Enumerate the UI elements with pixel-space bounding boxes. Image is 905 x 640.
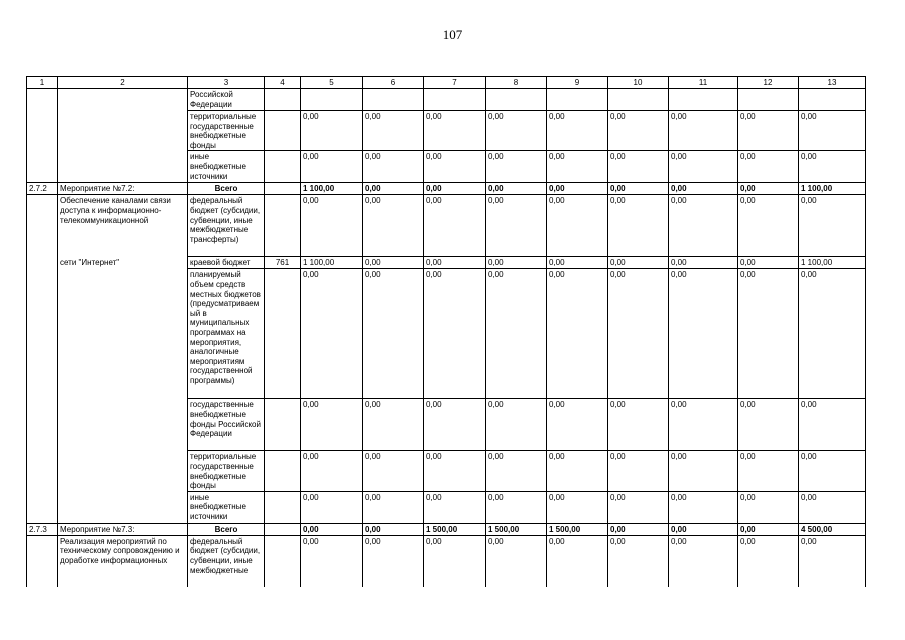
column-header: 8 — [486, 77, 547, 89]
table-row — [27, 399, 866, 451]
measure-name-cell — [58, 151, 188, 183]
budget-table — [26, 76, 866, 587]
value-cell: 0,00 — [669, 151, 738, 183]
value-cell: 1 100,00 — [799, 257, 866, 269]
value-cell: 0,00 — [547, 535, 608, 587]
value-cell: 0,00 — [738, 111, 799, 151]
value-cell: 0,00 — [301, 111, 363, 151]
value-cell: 0,00 — [547, 491, 608, 523]
value-cell: 0,00 — [424, 183, 486, 195]
value-cell: 0,00 — [363, 183, 424, 195]
table-row — [27, 151, 866, 183]
column-header-row — [27, 77, 866, 89]
value-cell: 0,00 — [547, 151, 608, 183]
value-cell: 0,00 — [301, 451, 363, 491]
value-cell: 1 100,00 — [301, 257, 363, 269]
value-cell: 0,00 — [669, 491, 738, 523]
value-cell — [547, 89, 608, 111]
measure-name-cell: Мероприятие №7.2: — [58, 183, 188, 195]
row-id-cell: 2.7.2 — [27, 183, 58, 195]
row-id-cell — [27, 257, 58, 269]
column-header: 11 — [669, 77, 738, 89]
value-cell: 0,00 — [608, 151, 669, 183]
value-cell: 0,00 — [738, 195, 799, 257]
value-cell: 0,00 — [738, 491, 799, 523]
value-cell: 0,00 — [799, 269, 866, 399]
measure-name-cell — [58, 451, 188, 491]
value-cell: 1 500,00 — [424, 523, 486, 535]
funding-source-cell: Российской Федерации — [188, 89, 265, 111]
table-row — [27, 269, 866, 399]
page-number: 107 — [442, 27, 463, 42]
measure-name-cell: Мероприятие №7.3: — [58, 523, 188, 535]
value-cell: 1 100,00 — [301, 183, 363, 195]
value-cell: 0,00 — [799, 195, 866, 257]
table-row — [27, 111, 866, 151]
value-cell: 0,00 — [547, 195, 608, 257]
value-cell: 0,00 — [608, 269, 669, 399]
table-row — [27, 257, 866, 269]
column-header: 4 — [265, 77, 301, 89]
value-cell: 0,00 — [669, 183, 738, 195]
value-cell: 0,00 — [363, 535, 424, 587]
budget-code-cell — [265, 89, 301, 111]
value-cell: 0,00 — [363, 269, 424, 399]
value-cell: 0,00 — [608, 257, 669, 269]
row-id-cell — [27, 89, 58, 111]
value-cell: 0,00 — [486, 183, 547, 195]
table-row — [27, 491, 866, 523]
value-cell: 0,00 — [424, 151, 486, 183]
value-cell: 0,00 — [738, 535, 799, 587]
value-cell — [608, 89, 669, 111]
value-cell: 0,00 — [799, 451, 866, 491]
funding-source-cell: иные внебюджетные источники — [188, 491, 265, 523]
value-cell: 0,00 — [799, 491, 866, 523]
value-cell: 0,00 — [547, 399, 608, 451]
funding-source-cell: государственные внебюджетные фонды Российской Федерации — [188, 399, 265, 451]
budget-code-cell — [265, 491, 301, 523]
value-cell: 0,00 — [486, 269, 547, 399]
budget-code-cell — [265, 195, 301, 257]
measure-name-cell — [58, 269, 188, 399]
value-cell: 1 500,00 — [547, 523, 608, 535]
value-cell — [486, 89, 547, 111]
table-row — [27, 183, 866, 195]
funding-source-cell: Всего — [188, 523, 265, 535]
budget-code-cell — [265, 111, 301, 151]
column-header: 10 — [608, 77, 669, 89]
value-cell: 0,00 — [486, 399, 547, 451]
value-cell: 0,00 — [301, 269, 363, 399]
value-cell — [738, 89, 799, 111]
funding-source-cell: планируемый объем средств местных бюджетов (предусматриваемый в муниципальных программах на мероприятия, аналогичные мероприятиям государственной программы) — [188, 269, 265, 399]
budget-code-cell — [265, 151, 301, 183]
row-id-cell — [27, 111, 58, 151]
value-cell: 0,00 — [547, 257, 608, 269]
value-cell: 0,00 — [301, 151, 363, 183]
value-cell: 0,00 — [486, 257, 547, 269]
value-cell: 0,00 — [547, 111, 608, 151]
measure-name-cell — [58, 491, 188, 523]
value-cell — [669, 89, 738, 111]
value-cell: 0,00 — [608, 535, 669, 587]
value-cell: 0,00 — [669, 195, 738, 257]
budget-code-cell — [265, 183, 301, 195]
value-cell: 0,00 — [799, 111, 866, 151]
measure-name-cell — [58, 89, 188, 111]
value-cell: 0,00 — [424, 195, 486, 257]
measure-name-cell: сети "Интернет" — [58, 257, 188, 269]
value-cell: 0,00 — [424, 257, 486, 269]
value-cell: 0,00 — [669, 269, 738, 399]
value-cell: 0,00 — [363, 151, 424, 183]
value-cell: 0,00 — [738, 151, 799, 183]
value-cell: 0,00 — [608, 451, 669, 491]
value-cell: 0,00 — [486, 111, 547, 151]
value-cell: 0,00 — [424, 111, 486, 151]
value-cell: 0,00 — [363, 111, 424, 151]
column-header: 7 — [424, 77, 486, 89]
row-id-cell — [27, 535, 58, 587]
value-cell: 1 500,00 — [486, 523, 547, 535]
funding-source-cell: федеральный бюджет (субсидии, субвенции, иные межбюджетные трансферты) — [188, 195, 265, 257]
value-cell: 4 500,00 — [799, 523, 866, 535]
value-cell: 0,00 — [608, 491, 669, 523]
measure-name-cell: Реализация мероприятий по техническому сопровождению и доработке информационных — [58, 535, 188, 587]
value-cell: 0,00 — [799, 151, 866, 183]
column-header: 3 — [188, 77, 265, 89]
value-cell: 0,00 — [424, 451, 486, 491]
value-cell: 0,00 — [363, 523, 424, 535]
value-cell: 0,00 — [363, 491, 424, 523]
table-row — [27, 523, 866, 535]
value-cell: 0,00 — [486, 195, 547, 257]
value-cell — [301, 89, 363, 111]
value-cell: 0,00 — [608, 183, 669, 195]
value-cell: 0,00 — [486, 451, 547, 491]
value-cell: 0,00 — [363, 257, 424, 269]
row-id-cell — [27, 491, 58, 523]
column-header: 13 — [799, 77, 866, 89]
value-cell: 0,00 — [301, 399, 363, 451]
value-cell: 0,00 — [301, 195, 363, 257]
value-cell: 0,00 — [424, 269, 486, 399]
value-cell: 0,00 — [738, 269, 799, 399]
value-cell: 0,00 — [738, 451, 799, 491]
row-id-cell — [27, 269, 58, 399]
measure-name-cell: Обеспечение каналами связи доступа к информационно-телекоммуникационной — [58, 195, 188, 257]
column-header: 9 — [547, 77, 608, 89]
value-cell: 0,00 — [738, 523, 799, 535]
row-id-cell — [27, 451, 58, 491]
funding-source-cell: иные внебюджетные источники — [188, 151, 265, 183]
value-cell: 0,00 — [547, 269, 608, 399]
funding-source-cell: территориальные государственные внебюджетные фонды — [188, 111, 265, 151]
value-cell: 0,00 — [301, 491, 363, 523]
value-cell: 0,00 — [608, 523, 669, 535]
funding-source-cell: краевой бюджет — [188, 257, 265, 269]
value-cell: 0,00 — [363, 195, 424, 257]
column-header: 12 — [738, 77, 799, 89]
value-cell: 0,00 — [424, 535, 486, 587]
row-id-cell: 2.7.3 — [27, 523, 58, 535]
row-id-cell — [27, 151, 58, 183]
value-cell: 0,00 — [424, 491, 486, 523]
value-cell: 0,00 — [608, 111, 669, 151]
funding-source-cell: федеральный бюджет (субсидии, субвенции, иные межбюджетные — [188, 535, 265, 587]
budget-code-cell — [265, 399, 301, 451]
value-cell: 0,00 — [738, 257, 799, 269]
budget-code-cell — [265, 523, 301, 535]
value-cell: 0,00 — [608, 399, 669, 451]
value-cell: 0,00 — [547, 183, 608, 195]
value-cell — [799, 89, 866, 111]
value-cell: 0,00 — [424, 399, 486, 451]
row-id-cell — [27, 399, 58, 451]
budget-code-cell: 761 — [265, 257, 301, 269]
column-header: 6 — [363, 77, 424, 89]
value-cell: 0,00 — [669, 257, 738, 269]
value-cell: 0,00 — [669, 523, 738, 535]
table-row — [27, 195, 866, 257]
budget-code-cell — [265, 535, 301, 587]
table-row — [27, 451, 866, 491]
value-cell: 0,00 — [669, 399, 738, 451]
value-cell: 0,00 — [301, 535, 363, 587]
column-header: 5 — [301, 77, 363, 89]
value-cell: 0,00 — [486, 151, 547, 183]
value-cell: 0,00 — [799, 535, 866, 587]
budget-code-cell — [265, 269, 301, 399]
value-cell: 0,00 — [738, 183, 799, 195]
value-cell: 0,00 — [669, 451, 738, 491]
value-cell — [363, 89, 424, 111]
value-cell: 0,00 — [363, 451, 424, 491]
budget-code-cell — [265, 451, 301, 491]
value-cell: 0,00 — [301, 523, 363, 535]
value-cell: 0,00 — [486, 491, 547, 523]
column-header: 1 — [27, 77, 58, 89]
value-cell: 0,00 — [738, 399, 799, 451]
measure-name-cell — [58, 111, 188, 151]
funding-source-cell: Всего — [188, 183, 265, 195]
value-cell: 1 100,00 — [799, 183, 866, 195]
value-cell: 0,00 — [363, 399, 424, 451]
value-cell: 0,00 — [799, 399, 866, 451]
value-cell — [424, 89, 486, 111]
value-cell: 0,00 — [547, 451, 608, 491]
funding-source-cell: территориальные государственные внебюджетные фонды — [188, 451, 265, 491]
table-row — [27, 89, 866, 111]
value-cell: 0,00 — [486, 535, 547, 587]
value-cell: 0,00 — [669, 111, 738, 151]
table-row — [27, 535, 866, 587]
value-cell: 0,00 — [669, 535, 738, 587]
column-header: 2 — [58, 77, 188, 89]
value-cell: 0,00 — [608, 195, 669, 257]
measure-name-cell — [58, 399, 188, 451]
row-id-cell — [27, 195, 58, 257]
